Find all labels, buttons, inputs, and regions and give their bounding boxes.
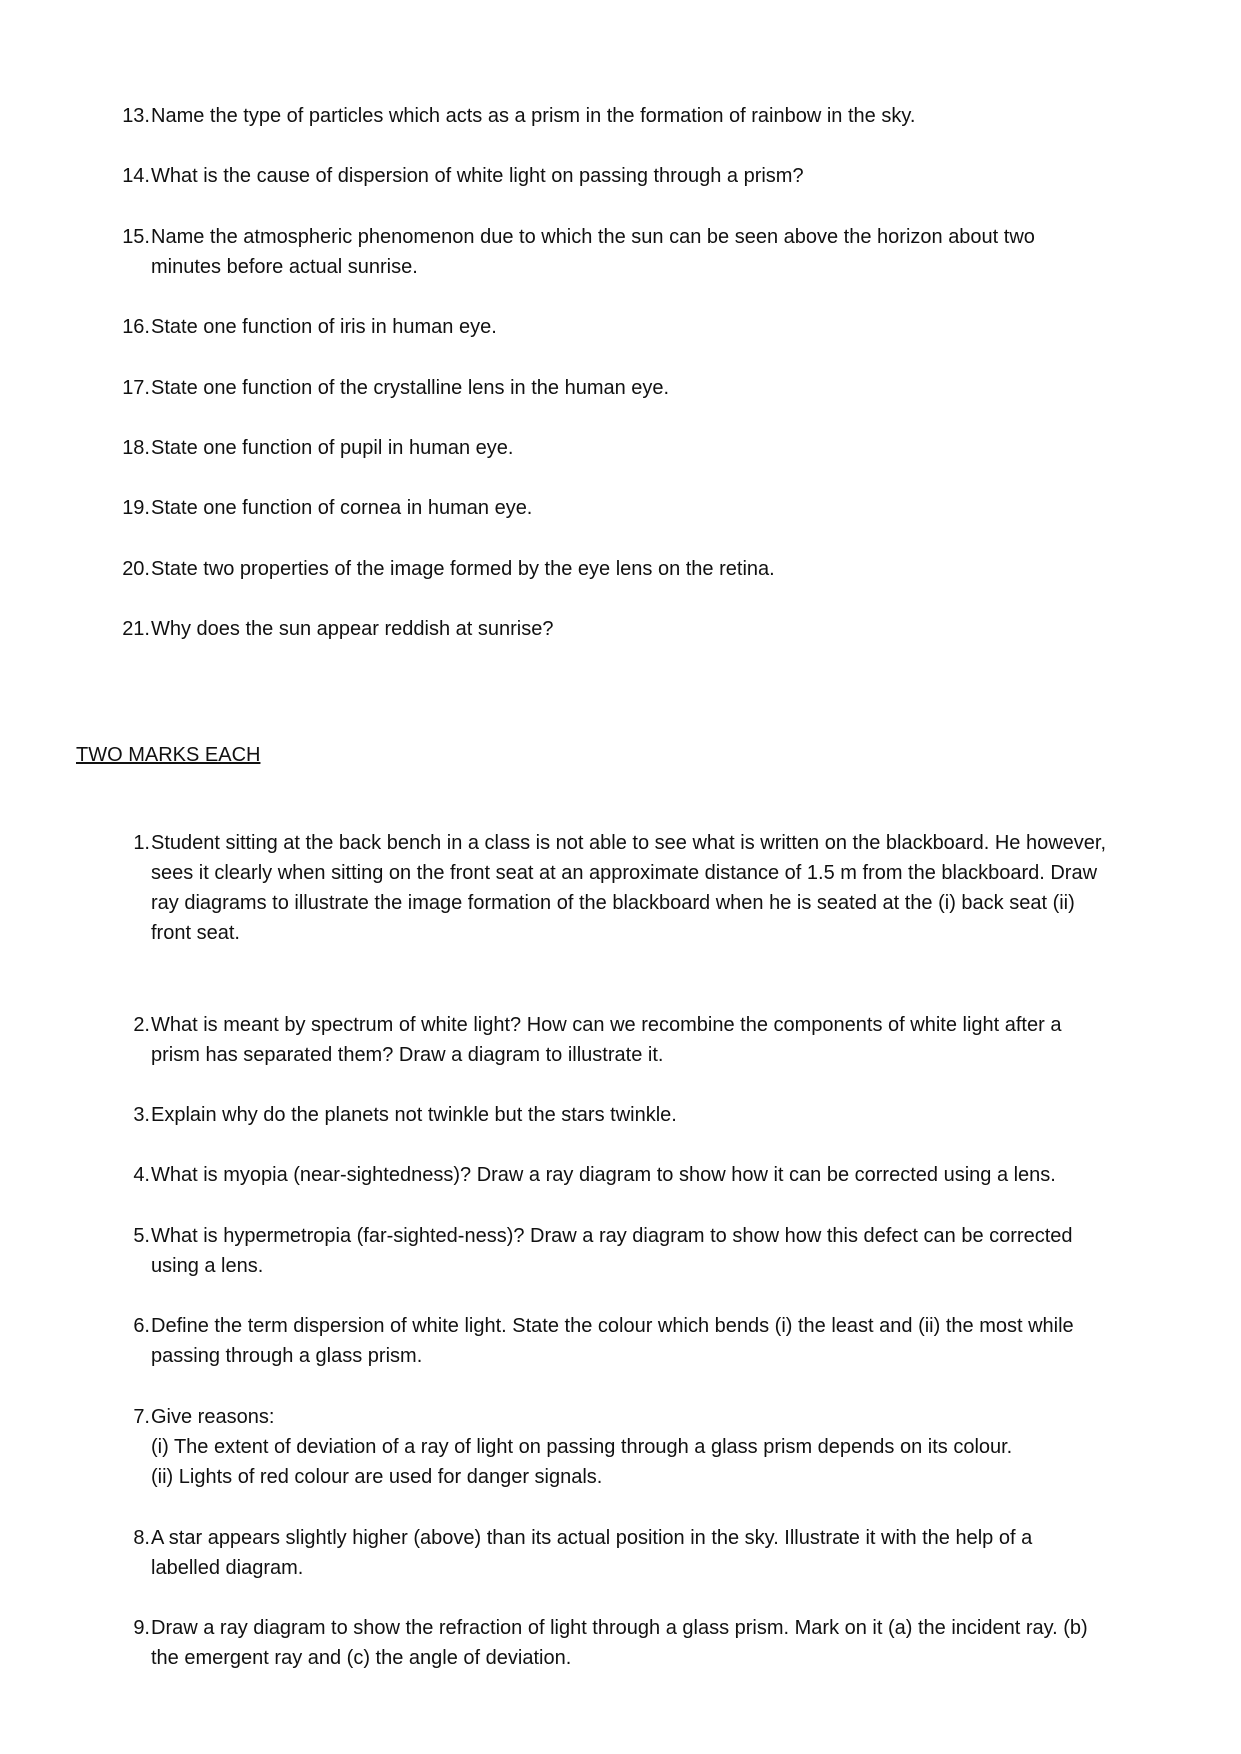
question-text: What is myopia (near-sightedness)? Draw a ray diagram to show how it can be corrected using a lens. (151, 1164, 1056, 1186)
question-18 (112, 433, 1162, 463)
question-number: 14. (122, 165, 150, 187)
question-text: Name the atmospheric phenomenon due to which the sun can be seen above the horizon about two (151, 226, 1035, 248)
question-text: front seat. (151, 922, 240, 944)
question-text: sees it clearly when sitting on the front seat at an approximate distance of 1.5 m from the blackboard. Draw (151, 862, 1098, 884)
question-number: 21. (122, 618, 150, 640)
question-text: Name the type of particles which acts as a prism in the formation of rainbow in the sky. (151, 105, 916, 127)
question-2 (112, 1010, 1162, 1070)
question-text: Why does the sun appear reddish at sunrise? (151, 618, 554, 640)
question-number: 13. (122, 105, 150, 127)
question-number: 5. (133, 1225, 150, 1247)
question-number: 7. (133, 1406, 150, 1428)
question-number: 15. (122, 226, 150, 248)
question-text: Explain why do the planets not twinkle but the stars twinkle. (151, 1104, 677, 1126)
question-number: 20. (122, 558, 150, 580)
question-text: State one function of the crystalline lens in the human eye. (151, 377, 670, 399)
question-number: 3. (133, 1104, 150, 1126)
question-16 (112, 312, 1162, 342)
question-text: using a lens. (151, 1255, 264, 1277)
question-text: the emergent ray and (c) the angle of deviation. (151, 1647, 572, 1669)
question-text: State one function of cornea in human eye. (151, 497, 533, 519)
question-text: State one function of pupil in human eye. (151, 437, 514, 459)
question-number: 17. (122, 377, 150, 399)
question-text: What is hypermetropia (far-sighted-ness)? Draw a ray diagram to show how this defect can be corrected (151, 1225, 1073, 1247)
question-1 (112, 828, 1162, 948)
question-text: What is the cause of dispersion of white light on passing through a prism? (151, 165, 804, 187)
question-number: 8. (133, 1527, 150, 1549)
question-text: State two properties of the image formed by the eye lens on the retina. (151, 558, 775, 580)
question-text: What is meant by spectrum of white light? How can we recombine the components of white light after a (151, 1014, 1062, 1036)
question-number: 16. (122, 316, 150, 338)
section-heading: TWO MARKS EACH (76, 744, 261, 766)
question-number: 18. (122, 437, 150, 459)
question-5 (112, 1221, 1162, 1281)
question-number: 1. (133, 832, 150, 854)
question-15 (112, 222, 1162, 282)
question-text: passing through a glass prism. (151, 1345, 423, 1367)
question-21 (112, 614, 1162, 644)
question-text: Student sitting at the back bench in a class is not able to see what is written on the blackboard. He however, (151, 832, 1106, 854)
question-text: prism has separated them? Draw a diagram to illustrate it. (151, 1044, 664, 1066)
question-4 (112, 1160, 1162, 1190)
question-14 (112, 161, 1162, 191)
question-text: Define the term dispersion of white light. State the colour which bends (i) the least and (ii) the most while (151, 1315, 1074, 1337)
question-8 (112, 1523, 1162, 1583)
question-number: 9. (133, 1617, 150, 1639)
question-7 (112, 1402, 1162, 1492)
question-text: (i) The extent of deviation of a ray of light on passing through a glass prism depends on its colour. (151, 1436, 1013, 1458)
question-text: labelled diagram. (151, 1557, 304, 1579)
question-17 (112, 373, 1162, 403)
question-3 (112, 1100, 1162, 1130)
question-number: 19. (122, 497, 150, 519)
question-text: (ii) Lights of red colour are used for danger signals. (151, 1466, 603, 1488)
question-13 (112, 101, 1162, 131)
question-text: minutes before actual sunrise. (151, 256, 418, 278)
question-number: 6. (133, 1315, 150, 1337)
question-number: 2. (133, 1014, 150, 1036)
question-text: ray diagrams to illustrate the image formation of the blackboard when he is seated at the (i) back seat (ii) (151, 892, 1075, 914)
question-6 (112, 1311, 1162, 1371)
question-text: A star appears slightly higher (above) than its actual position in the sky. Illustrate it with the help of a (151, 1527, 1033, 1549)
question-9 (112, 1613, 1162, 1673)
question-text: Draw a ray diagram to show the refraction of light through a glass prism. Mark on it (a) the incident ray. (b) (151, 1617, 1088, 1639)
question-text: State one function of iris in human eye. (151, 316, 497, 338)
question-number: 4. (133, 1164, 150, 1186)
question-text: Give reasons: (151, 1406, 275, 1428)
question-20 (112, 554, 1162, 584)
question-19 (112, 493, 1162, 523)
